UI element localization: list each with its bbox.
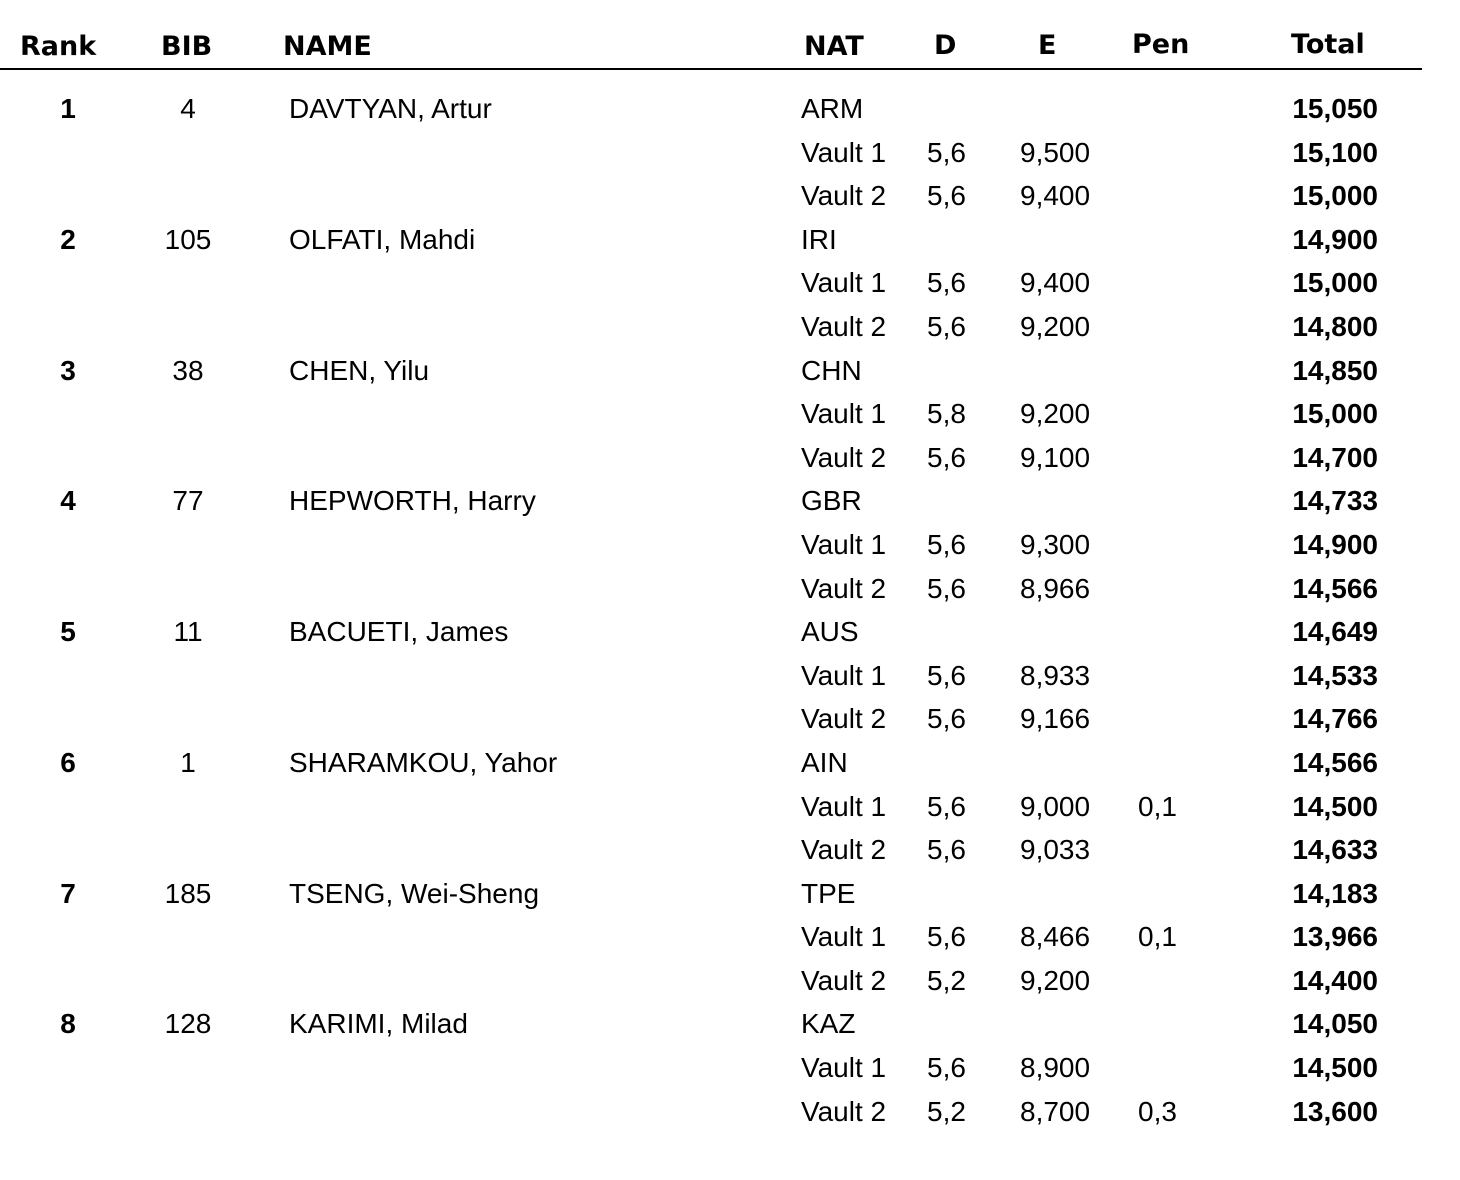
athlete-total: 14,733 [1292,485,1378,517]
vault-pen: 0,1 [1138,921,1177,953]
header-rank: Rank [20,31,97,62]
vault-total: 14,500 [1292,790,1378,822]
vault-e: 9,500 [1020,136,1091,168]
vault-label: Vault 2 [801,1095,887,1127]
vault-row [0,174,1460,218]
vault-row [0,1090,1460,1134]
vault-total: 14,633 [1292,834,1378,866]
vault-d: 5,6 [927,1052,966,1084]
vault-e: 9,000 [1020,790,1091,822]
vault-total: 14,566 [1292,572,1378,604]
athlete-bib: 128 [164,1008,212,1040]
vault-d: 5,6 [927,834,966,866]
vault-total: 14,700 [1292,441,1378,473]
vault-label: Vault 2 [801,180,887,212]
vault-total: 15,000 [1292,180,1378,212]
athlete-nat: GBR [801,485,862,517]
athlete-name: CHEN, Yilu [289,354,430,386]
vault-total: 14,766 [1292,703,1378,735]
vault-e: 8,933 [1020,659,1091,691]
athlete-row [0,218,1460,262]
athlete-bib: 11 [173,616,203,648]
athlete-name: HEPWORTH, Harry [289,485,536,517]
vault-row [0,436,1460,480]
athlete-row [0,610,1460,654]
vault-e: 9,200 [1020,398,1091,430]
vault-total: 14,400 [1292,964,1378,996]
vault-total: 13,600 [1292,1095,1378,1127]
header-bib: BIB [161,31,213,62]
vault-row [0,915,1460,959]
vault-row [0,305,1460,349]
athlete-row [0,872,1460,916]
athlete-name: KARIMI, Milad [289,1008,468,1040]
vault-total: 14,500 [1292,1052,1378,1084]
vault-label: Vault 1 [801,398,887,430]
header-nat: NAT [804,31,864,62]
header-name: NAME [283,31,372,62]
athlete-name: TSENG, Wei-Sheng [289,877,540,909]
athlete-name: OLFATI, Mahdi [289,223,476,255]
athlete-nat: TPE [801,877,856,909]
vault-label: Vault 2 [801,441,887,473]
vault-label: Vault 2 [801,703,887,735]
vault-total: 13,966 [1292,921,1378,953]
vault-d: 5,6 [927,921,966,953]
header-d: D [934,30,957,61]
vault-label: Vault 1 [801,136,887,168]
vault-row [0,785,1460,829]
vault-e: 9,200 [1020,964,1091,996]
vault-total: 14,900 [1292,528,1378,560]
vault-d: 5,2 [927,964,966,996]
athlete-row [0,479,1460,523]
athlete-nat: IRI [801,223,837,255]
vault-d: 5,6 [927,267,966,299]
athlete-rank: 7 [60,877,76,909]
vault-d: 5,6 [927,790,966,822]
athlete-rank: 6 [60,746,76,778]
athlete-row [0,741,1460,785]
vault-total: 14,800 [1292,310,1378,342]
athlete-nat: AUS [801,616,859,648]
header-total: Total [1291,29,1365,60]
athlete-total: 14,850 [1292,354,1378,386]
vault-d: 5,6 [927,310,966,342]
results-table-header [0,0,1422,70]
athlete-total: 14,649 [1292,616,1378,648]
athlete-bib: 105 [164,223,212,255]
vault-pen: 0,3 [1138,1095,1177,1127]
vault-e: 9,100 [1020,441,1091,473]
athlete-row [0,1002,1460,1046]
vault-e: 8,700 [1020,1095,1091,1127]
vault-e: 9,300 [1020,528,1091,560]
vault-label: Vault 1 [801,659,887,691]
vault-total: 15,100 [1292,136,1378,168]
vault-total: 15,000 [1292,267,1378,299]
vault-e: 9,166 [1020,703,1091,735]
vault-label: Vault 1 [801,921,887,953]
athlete-bib: 38 [172,354,204,386]
athlete-row [0,87,1460,131]
athlete-bib: 185 [164,877,212,909]
athlete-rank: 8 [60,1008,76,1040]
vault-d: 5,6 [927,659,966,691]
athlete-name: DAVTYAN, Artur [289,93,492,124]
athlete-total: 14,900 [1292,223,1378,255]
vault-row [0,828,1460,872]
vault-d: 5,6 [927,136,966,168]
vault-row [0,697,1460,741]
athlete-rank: 1 [60,93,76,124]
vault-e: 8,966 [1020,572,1091,604]
athlete-nat: CHN [801,354,862,386]
vault-row [0,654,1460,698]
athlete-name: SHARAMKOU, Yahor [289,746,558,778]
athlete-bib: 77 [172,485,204,517]
vault-e: 9,400 [1020,180,1091,212]
athlete-total: 14,566 [1292,746,1378,778]
vault-label: Vault 2 [801,310,887,342]
vault-d: 5,2 [927,1095,966,1127]
athlete-rank: 3 [60,354,76,386]
vault-row [0,131,1460,175]
vault-d: 5,6 [927,528,966,560]
vault-row [0,392,1460,436]
athlete-total: 15,050 [1292,93,1378,124]
vault-row [0,959,1460,1003]
athlete-rank: 2 [60,223,76,255]
vault-label: Vault 1 [801,267,887,299]
vault-e: 9,400 [1020,267,1091,299]
results-table-body [0,87,1460,1133]
vault-e: 9,033 [1020,834,1091,866]
athlete-total: 14,183 [1292,877,1378,909]
athlete-row [0,349,1460,393]
athlete-name: BACUETI, James [289,616,509,648]
header-pen: Pen [1132,29,1190,60]
athlete-bib: 1 [180,746,196,778]
athlete-rank: 5 [60,616,76,648]
athlete-nat: AIN [801,746,848,778]
vault-e: 8,466 [1020,921,1091,953]
header-e: E [1038,30,1057,61]
athlete-nat: ARM [801,93,864,124]
athlete-bib: 4 [180,93,196,124]
athlete-nat: KAZ [801,1008,856,1040]
vault-d: 5,6 [927,572,966,604]
vault-d: 5,6 [927,703,966,735]
vault-row [0,523,1460,567]
vault-e: 8,900 [1020,1052,1091,1084]
vault-label: Vault 2 [801,572,887,604]
vault-d: 5,6 [927,441,966,473]
vault-label: Vault 1 [801,528,887,560]
vault-label: Vault 2 [801,834,887,866]
vault-row [0,1046,1460,1090]
vault-d: 5,6 [927,180,966,212]
vault-total: 14,533 [1292,659,1378,691]
athlete-total: 14,050 [1292,1008,1378,1040]
vault-label: Vault 1 [801,790,887,822]
vault-label: Vault 2 [801,964,887,996]
vault-pen: 0,1 [1138,790,1177,822]
athlete-rank: 4 [60,485,76,517]
vault-total: 15,000 [1292,398,1378,430]
vault-row [0,261,1460,305]
vault-e: 9,200 [1020,310,1091,342]
vault-row [0,567,1460,611]
vault-label: Vault 1 [801,1052,887,1084]
vault-d: 5,8 [927,398,966,430]
